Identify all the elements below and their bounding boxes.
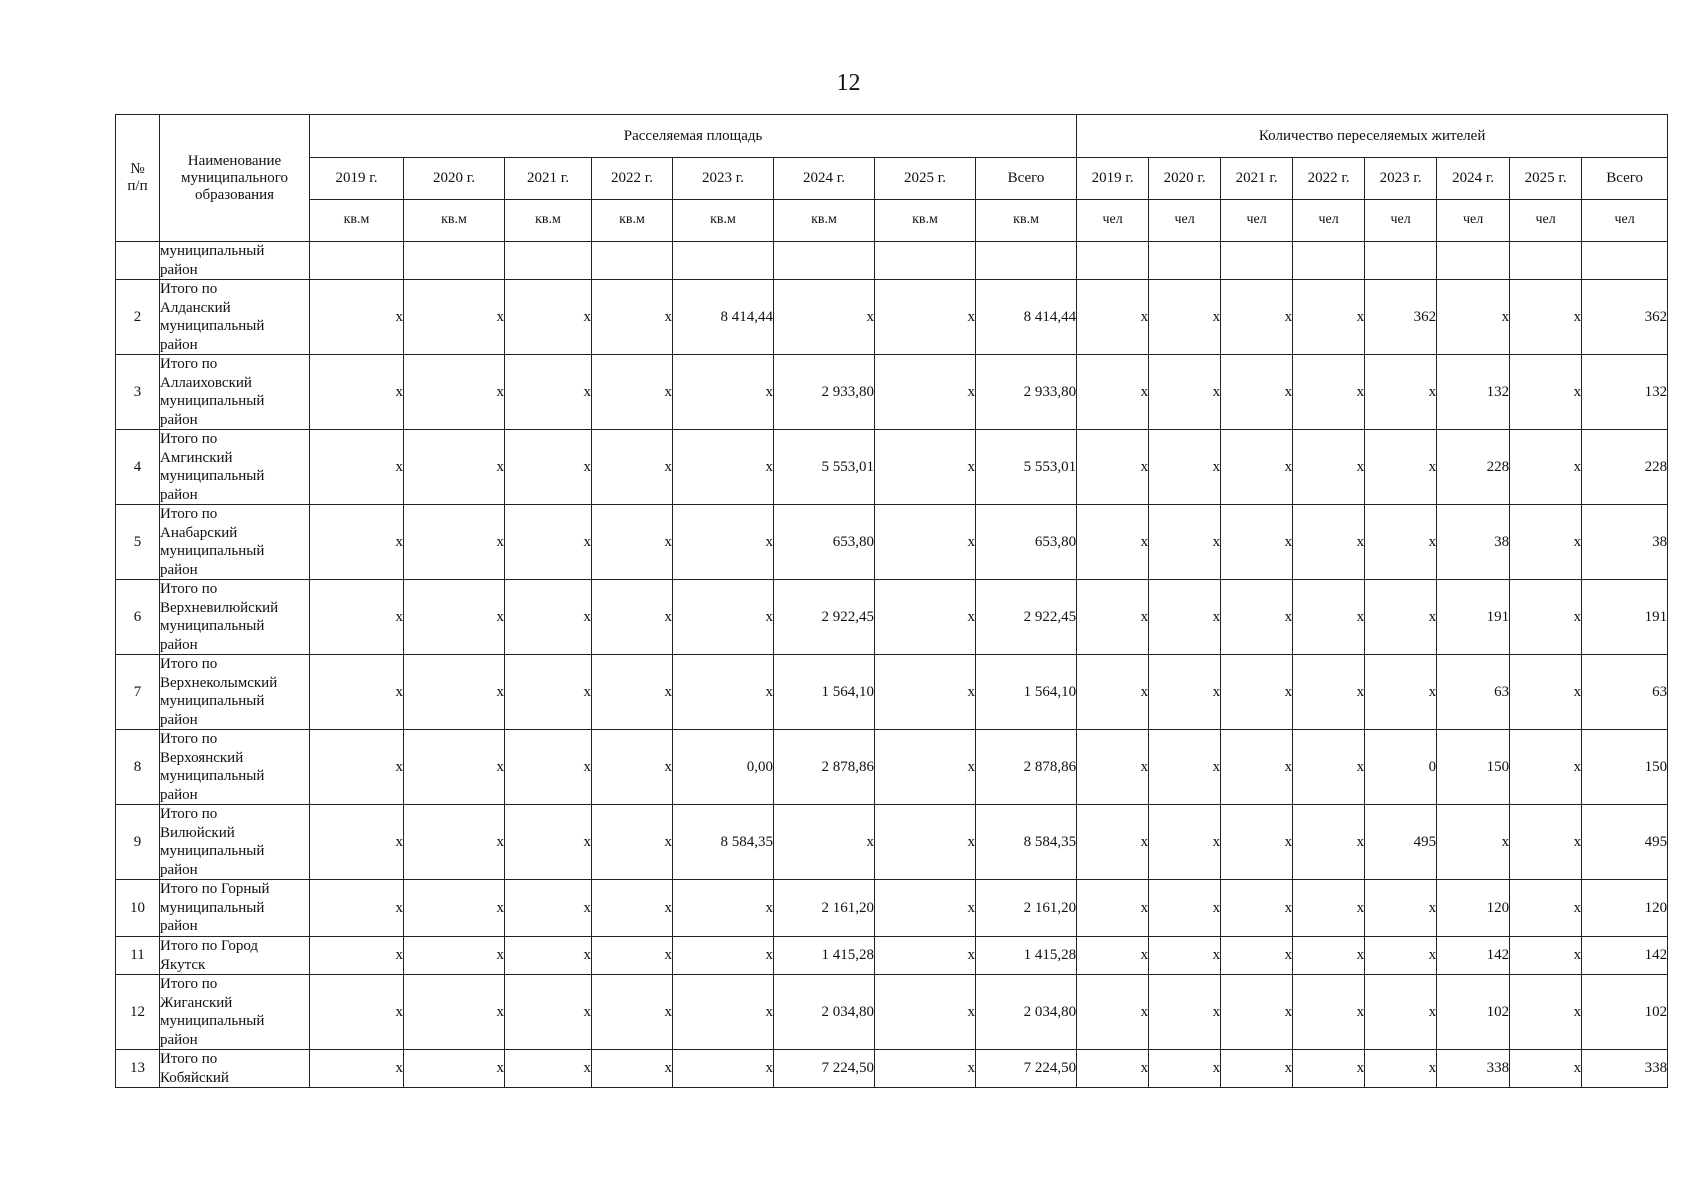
row-number: 10 [116, 880, 160, 937]
people-unit-header: чел [1077, 200, 1149, 242]
people-value-cell: x [1221, 355, 1293, 430]
people-value-cell: 150 [1437, 730, 1510, 805]
area-value-cell [875, 242, 976, 280]
people-value-cell: 63 [1437, 655, 1510, 730]
area-value-cell: 2 878,86 [976, 730, 1077, 805]
people-value-cell [1293, 242, 1365, 280]
area-value-cell: x [404, 730, 505, 805]
area-value-cell: x [673, 655, 774, 730]
people-value-cell: x [1077, 580, 1149, 655]
area-value-cell: 2 922,45 [774, 580, 875, 655]
people-value-cell: x [1293, 655, 1365, 730]
people-value-cell [1077, 242, 1149, 280]
area-value-cell: 2 922,45 [976, 580, 1077, 655]
people-value-cell: 338 [1582, 1050, 1668, 1088]
people-value-cell: x [1365, 880, 1437, 937]
area-value-cell: x [673, 1050, 774, 1088]
people-value-cell: 120 [1582, 880, 1668, 937]
people-value-cell: 362 [1365, 280, 1437, 355]
area-value-cell: 1 415,28 [774, 937, 875, 975]
area-year-header: 2019 г. [310, 158, 404, 200]
table-row [116, 505, 1668, 580]
area-value-cell: 8 414,44 [976, 280, 1077, 355]
people-value-cell: 495 [1582, 805, 1668, 880]
area-value-cell: 2 933,80 [774, 355, 875, 430]
area-value-cell: x [505, 580, 592, 655]
people-unit-header: чел [1221, 200, 1293, 242]
area-value-cell: x [673, 430, 774, 505]
people-value-cell: x [1077, 730, 1149, 805]
people-value-cell: x [1149, 505, 1221, 580]
people-value-cell: x [1365, 430, 1437, 505]
people-value-cell: x [1077, 655, 1149, 730]
people-value-cell: x [1221, 1050, 1293, 1088]
people-value-cell: 132 [1437, 355, 1510, 430]
area-value-cell: x [673, 580, 774, 655]
people-value-cell: 228 [1582, 430, 1668, 505]
area-value-cell: x [404, 505, 505, 580]
people-value-cell: 362 [1582, 280, 1668, 355]
area-value-cell: 7 224,50 [976, 1050, 1077, 1088]
area-value-cell: x [592, 655, 673, 730]
people-value-cell: x [1221, 280, 1293, 355]
people-value-cell [1510, 242, 1582, 280]
people-year-header: 2020 г. [1149, 158, 1221, 200]
people-value-cell: 338 [1437, 1050, 1510, 1088]
people-value-cell [1221, 242, 1293, 280]
area-value-cell: x [592, 1050, 673, 1088]
people-value-cell: x [1077, 355, 1149, 430]
row-number: 5 [116, 505, 160, 580]
page-number: 12 [836, 70, 861, 96]
table-row [116, 242, 1668, 280]
people-value-cell: 38 [1437, 505, 1510, 580]
area-value-cell: x [592, 580, 673, 655]
people-value-cell: x [1293, 937, 1365, 975]
people-value-cell: x [1149, 280, 1221, 355]
area-year-header: 2023 г. [673, 158, 774, 200]
people-value-cell: 150 [1582, 730, 1668, 805]
people-value-cell: x [1365, 937, 1437, 975]
people-unit-header: чел [1293, 200, 1365, 242]
people-value-cell: x [1293, 580, 1365, 655]
table-row [116, 355, 1668, 430]
people-value-cell: x [1221, 805, 1293, 880]
people-value-cell: x [1221, 580, 1293, 655]
people-value-cell: x [1293, 730, 1365, 805]
people-value-cell: 142 [1437, 937, 1510, 975]
people-unit-header: чел [1582, 200, 1668, 242]
table-row [116, 730, 1668, 805]
table-row [116, 430, 1668, 505]
area-value-cell: x [505, 280, 592, 355]
area-value-cell: x [774, 280, 875, 355]
people-year-header: 2023 г. [1365, 158, 1437, 200]
people-value-cell: x [1437, 280, 1510, 355]
municipality-name: Итого по Амгинский муниципальный район [160, 430, 310, 505]
row-number: 7 [116, 655, 160, 730]
area-value-cell: 5 553,01 [976, 430, 1077, 505]
area-value-cell: x [310, 937, 404, 975]
area-value-cell: x [404, 805, 505, 880]
area-value-cell: x [404, 880, 505, 937]
people-value-cell: 132 [1582, 355, 1668, 430]
table-row [116, 880, 1668, 937]
people-value-cell: x [1293, 355, 1365, 430]
municipality-name: Итого по Анабарский муниципальный район [160, 505, 310, 580]
area-value-cell: x [774, 805, 875, 880]
area-value-cell: x [875, 805, 976, 880]
area-value-cell: x [505, 937, 592, 975]
people-value-cell: x [1510, 937, 1582, 975]
area-value-cell: 1 415,28 [976, 937, 1077, 975]
people-value-cell: x [1149, 430, 1221, 505]
people-value-cell: x [1221, 505, 1293, 580]
municipality-name: Итого по Верхнеколымский муниципальный район [160, 655, 310, 730]
table-row [116, 937, 1668, 975]
people-value-cell: x [1149, 937, 1221, 975]
people-value-cell: x [1293, 280, 1365, 355]
people-value-cell: 495 [1365, 805, 1437, 880]
area-value-cell: x [310, 730, 404, 805]
people-value-cell: x [1365, 655, 1437, 730]
area-group-header: Расселяемая площадь [310, 115, 1077, 158]
area-value-cell [592, 242, 673, 280]
people-value-cell: 191 [1582, 580, 1668, 655]
people-value-cell: x [1437, 805, 1510, 880]
people-value-cell: x [1077, 505, 1149, 580]
area-value-cell: 2 878,86 [774, 730, 875, 805]
municipality-name: Итого по Город Якутск [160, 937, 310, 975]
area-value-cell [774, 242, 875, 280]
people-value-cell: x [1510, 975, 1582, 1050]
area-value-cell: x [404, 430, 505, 505]
area-value-cell: x [505, 805, 592, 880]
row-number: 4 [116, 430, 160, 505]
area-value-cell: x [310, 880, 404, 937]
row-number: 6 [116, 580, 160, 655]
people-year-header: 2024 г. [1437, 158, 1510, 200]
people-value-cell: x [1221, 655, 1293, 730]
people-value-cell: x [1510, 880, 1582, 937]
people-value-cell: x [1221, 937, 1293, 975]
area-unit-header: кв.м [875, 200, 976, 242]
people-value-cell: x [1510, 505, 1582, 580]
municipality-name: муниципальный район [160, 242, 310, 280]
area-value-cell [976, 242, 1077, 280]
area-value-cell: 8 584,35 [673, 805, 774, 880]
people-value-cell: x [1510, 730, 1582, 805]
area-value-cell: x [875, 505, 976, 580]
area-value-cell: 2 161,20 [976, 880, 1077, 937]
people-value-cell: x [1293, 505, 1365, 580]
area-value-cell: x [404, 355, 505, 430]
people-value-cell: x [1077, 975, 1149, 1050]
people-value-cell: x [1149, 580, 1221, 655]
table-row [116, 655, 1668, 730]
area-value-cell: x [505, 655, 592, 730]
row-number: 9 [116, 805, 160, 880]
row-number: 2 [116, 280, 160, 355]
area-value-cell: x [310, 280, 404, 355]
area-value-cell: x [310, 655, 404, 730]
area-value-cell: x [310, 355, 404, 430]
area-unit-header: кв.м [310, 200, 404, 242]
table-row [116, 580, 1668, 655]
people-value-cell: x [1221, 880, 1293, 937]
people-value-cell [1437, 242, 1510, 280]
area-value-cell: 5 553,01 [774, 430, 875, 505]
area-value-cell: x [673, 505, 774, 580]
municipality-name: Итого по Аллаиховский муниципальный район [160, 355, 310, 430]
area-value-cell: 2 034,80 [774, 975, 875, 1050]
area-value-cell: x [310, 975, 404, 1050]
area-value-cell: x [875, 655, 976, 730]
area-year-header: 2022 г. [592, 158, 673, 200]
people-year-header: 2022 г. [1293, 158, 1365, 200]
area-value-cell: x [592, 975, 673, 1050]
area-unit-header: кв.м [404, 200, 505, 242]
people-unit-header: чел [1365, 200, 1437, 242]
area-value-cell: x [310, 1050, 404, 1088]
area-value-cell: x [505, 1050, 592, 1088]
people-value-cell [1365, 242, 1437, 280]
people-value-cell: x [1149, 880, 1221, 937]
people-unit-header: чел [1510, 200, 1582, 242]
people-value-cell: x [1293, 430, 1365, 505]
area-value-cell: x [875, 937, 976, 975]
area-value-cell: x [505, 975, 592, 1050]
area-value-cell: x [310, 505, 404, 580]
area-value-cell: 2 161,20 [774, 880, 875, 937]
area-unit-header: кв.м [976, 200, 1077, 242]
row-number: 11 [116, 937, 160, 975]
people-value-cell: 0 [1365, 730, 1437, 805]
area-value-cell: x [404, 580, 505, 655]
municipality-name: Итого по Жиганский муниципальный район [160, 975, 310, 1050]
area-year-header: 2025 г. [875, 158, 976, 200]
area-value-cell: x [505, 430, 592, 505]
area-value-cell: x [592, 880, 673, 937]
area-value-cell: x [404, 280, 505, 355]
area-value-cell: x [875, 580, 976, 655]
people-value-cell: x [1510, 355, 1582, 430]
area-value-cell: x [875, 280, 976, 355]
row-number [116, 242, 160, 280]
area-value-cell: x [310, 805, 404, 880]
area-value-cell [310, 242, 404, 280]
area-unit-header: кв.м [774, 200, 875, 242]
people-value-cell: 191 [1437, 580, 1510, 655]
people-value-cell: x [1149, 355, 1221, 430]
people-value-cell: x [1293, 975, 1365, 1050]
area-value-cell [673, 242, 774, 280]
people-value-cell: 102 [1437, 975, 1510, 1050]
people-value-cell: x [1365, 355, 1437, 430]
people-value-cell: x [1510, 580, 1582, 655]
people-value-cell: 102 [1582, 975, 1668, 1050]
area-value-cell: x [592, 505, 673, 580]
people-value-cell [1582, 242, 1668, 280]
people-value-cell: x [1221, 975, 1293, 1050]
people-value-cell: x [1077, 430, 1149, 505]
municipality-name: Итого по Верхневилюйский муниципальный район [160, 580, 310, 655]
people-value-cell: x [1293, 805, 1365, 880]
people-value-cell: 142 [1582, 937, 1668, 975]
people-value-cell: x [1077, 1050, 1149, 1088]
people-value-cell: x [1149, 655, 1221, 730]
municipality-name: Итого по Верхоянский муниципальный район [160, 730, 310, 805]
area-value-cell: 2 933,80 [976, 355, 1077, 430]
row-number: 12 [116, 975, 160, 1050]
people-value-cell: 63 [1582, 655, 1668, 730]
people-value-cell: x [1365, 1050, 1437, 1088]
area-value-cell: x [592, 355, 673, 430]
num-header: № п/п [116, 115, 160, 242]
people-value-cell: x [1077, 937, 1149, 975]
municipality-name: Итого по Горный муниципальный район [160, 880, 310, 937]
people-year-header: 2021 г. [1221, 158, 1293, 200]
area-value-cell: 1 564,10 [976, 655, 1077, 730]
table-row [116, 1050, 1668, 1088]
area-value-cell: 8 584,35 [976, 805, 1077, 880]
area-year-header: 2021 г. [505, 158, 592, 200]
people-value-cell: x [1293, 880, 1365, 937]
area-value-cell: x [505, 355, 592, 430]
people-value-cell: x [1510, 280, 1582, 355]
people-unit-header: чел [1149, 200, 1221, 242]
area-value-cell [404, 242, 505, 280]
area-value-cell: 653,80 [774, 505, 875, 580]
area-value-cell: x [592, 937, 673, 975]
area-value-cell: x [592, 805, 673, 880]
area-unit-header: кв.м [505, 200, 592, 242]
table-row [116, 280, 1668, 355]
people-value-cell: x [1077, 805, 1149, 880]
area-value-cell: x [505, 880, 592, 937]
area-value-cell: x [875, 355, 976, 430]
area-value-cell: x [404, 655, 505, 730]
area-value-cell: x [875, 430, 976, 505]
area-value-cell: 2 034,80 [976, 975, 1077, 1050]
area-value-cell: x [673, 355, 774, 430]
people-value-cell: x [1365, 580, 1437, 655]
area-value-cell: x [404, 1050, 505, 1088]
people-value-cell: x [1077, 880, 1149, 937]
municipality-name: Итого по Вилюйский муниципальный район [160, 805, 310, 880]
municipality-name: Итого по Кобяйский [160, 1050, 310, 1088]
area-value-cell [505, 242, 592, 280]
area-value-cell: x [592, 430, 673, 505]
area-value-cell: x [310, 430, 404, 505]
area-value-cell: x [875, 1050, 976, 1088]
area-value-cell: x [875, 880, 976, 937]
people-value-cell [1149, 242, 1221, 280]
name-header: Наименование муниципального образования [160, 115, 310, 242]
people-value-cell: x [1365, 975, 1437, 1050]
area-value-cell: x [592, 730, 673, 805]
people-value-cell: 38 [1582, 505, 1668, 580]
row-number: 13 [116, 1050, 160, 1088]
area-value-cell: x [310, 580, 404, 655]
area-value-cell: x [505, 505, 592, 580]
table-row [116, 805, 1668, 880]
area-value-cell: x [875, 975, 976, 1050]
area-value-cell: 1 564,10 [774, 655, 875, 730]
people-value-cell: 228 [1437, 430, 1510, 505]
area-value-cell: 7 224,50 [774, 1050, 875, 1088]
people-value-cell: x [1293, 1050, 1365, 1088]
area-year-header: Всего [976, 158, 1077, 200]
people-value-cell: x [1221, 730, 1293, 805]
people-value-cell: 120 [1437, 880, 1510, 937]
people-value-cell: x [1221, 430, 1293, 505]
area-year-header: 2024 г. [774, 158, 875, 200]
people-unit-header: чел [1437, 200, 1510, 242]
area-value-cell: 653,80 [976, 505, 1077, 580]
area-value-cell: x [505, 730, 592, 805]
people-value-cell: x [1077, 280, 1149, 355]
area-value-cell: 8 414,44 [673, 280, 774, 355]
area-value-cell: x [404, 975, 505, 1050]
area-unit-header: кв.м [673, 200, 774, 242]
row-number: 3 [116, 355, 160, 430]
people-year-header: Всего [1582, 158, 1668, 200]
area-value-cell: x [592, 280, 673, 355]
table-row [116, 975, 1668, 1050]
area-value-cell: x [875, 730, 976, 805]
people-group-header: Количество переселяемых жителей [1077, 115, 1668, 158]
row-number: 8 [116, 730, 160, 805]
area-value-cell: x [673, 975, 774, 1050]
people-value-cell: x [1149, 805, 1221, 880]
people-value-cell: x [1149, 730, 1221, 805]
area-value-cell: x [673, 880, 774, 937]
people-value-cell: x [1510, 430, 1582, 505]
people-value-cell: x [1510, 1050, 1582, 1088]
area-unit-header: кв.м [592, 200, 673, 242]
resettlement-table [115, 114, 1668, 1088]
area-value-cell: x [404, 937, 505, 975]
area-year-header: 2020 г. [404, 158, 505, 200]
people-value-cell: x [1149, 975, 1221, 1050]
people-year-header: 2025 г. [1510, 158, 1582, 200]
people-value-cell: x [1510, 655, 1582, 730]
people-year-header: 2019 г. [1077, 158, 1149, 200]
area-value-cell: x [673, 937, 774, 975]
area-value-cell: 0,00 [673, 730, 774, 805]
people-value-cell: x [1510, 805, 1582, 880]
municipality-name: Итого по Алданский муниципальный район [160, 280, 310, 355]
people-value-cell: x [1149, 1050, 1221, 1088]
people-value-cell: x [1365, 505, 1437, 580]
